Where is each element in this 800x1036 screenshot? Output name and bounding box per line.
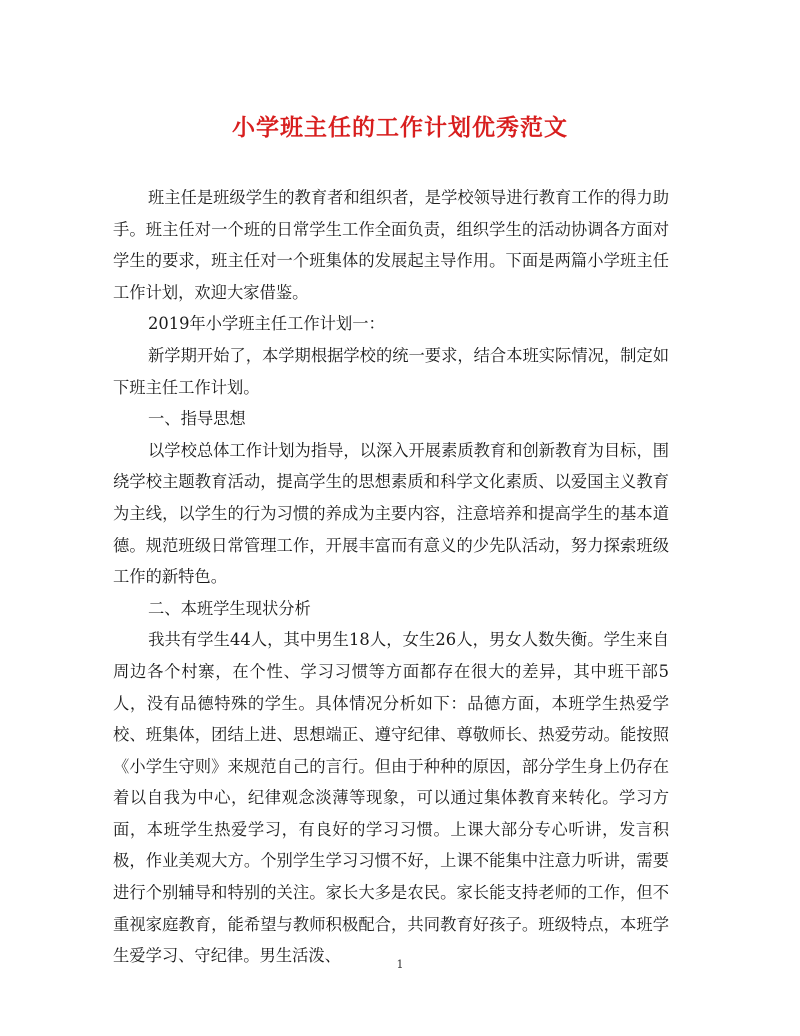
paragraph-plan-heading [113,308,669,340]
paragraph-class-analysis-text: 我共有学生44人，其中男生18人，女生26人，男女人数失衡。学生来自周边各个村寨，在个性、学习习惯等方面都存在很大的差异，其中班干部5人，没有品德特殊的学生。具体情况分析如下：品德方面，本班学生热爱学校、班集体，团结上进、思想端正、遵守纪律、尊敬师长、热爱劳动。能按照《小学生守则》来规范自己的言行。但由于种种的原因，部分学生身上仍存在着以自我为中心，纪律观念淡薄等现象，可以通过集体教育来转化。学习方面，本班学生热爱学习，有良好的学习习惯。上课大部分专心听讲，发言积极，作业美观大方。个别学生学习习惯不好，上课不能集中注意力听讲，需要进行个别辅导和特别的关注。家长大多是农民。家长能支持老师的工作，但不重视家庭教育，能希望与教师积极配合，共同教育好孩子。班级特点，本班学生爱学习、守纪律。男生活泼、 [113,630,669,966]
paragraph-intro-text: 班主任是班级学生的教育者和组织者，是学校领导进行教育工作的得力助手。班主任对一个班的日常学生工作全面负责，组织学生的活动协调各方面对学生的要求，班主任对一个班集体的发展起主导作用。下面是两篇小学班主任工作计划，欢迎大家借鉴。 [113,188,670,302]
section-heading-guiding-thought [113,403,669,435]
paragraph-guiding-thought-text: 以学校总体工作计划为指导，以深入开展素质教育和创新教育为目标，围绕学校主题教育活动，提高学生的思想素质和科学文化素质、以爱国主义教育为主线，以学生的行为习惯的养成为主要内容，注意培养和提高学生的基本道德。规范班级日常管理工作，开展丰富而有意义的少先队活动，努力探索班级工作的新特色。 [113,440,670,587]
document-title: 小学班主任的工作计划优秀范文 [232,114,568,141]
section-heading-guiding-thought-text: 一、指导思想 [148,409,246,429]
document-body [113,182,669,972]
paragraph-intro [113,182,669,308]
page-number: 1 [396,958,404,971]
paragraph-class-analysis [113,624,669,972]
section-heading-class-analysis-text: 二、本班学生现状分析 [148,598,311,618]
paragraph-new-term [113,340,669,403]
paragraph-guiding-thought [113,435,669,593]
paragraph-plan-heading-text: 2019年小学班主任工作计划一： [148,314,385,334]
paragraph-new-term-text: 新学期开始了，本学期根据学校的统一要求，结合本班实际情况，制定如下班主任工作计划。 [113,345,670,397]
section-heading-class-analysis [113,593,669,625]
